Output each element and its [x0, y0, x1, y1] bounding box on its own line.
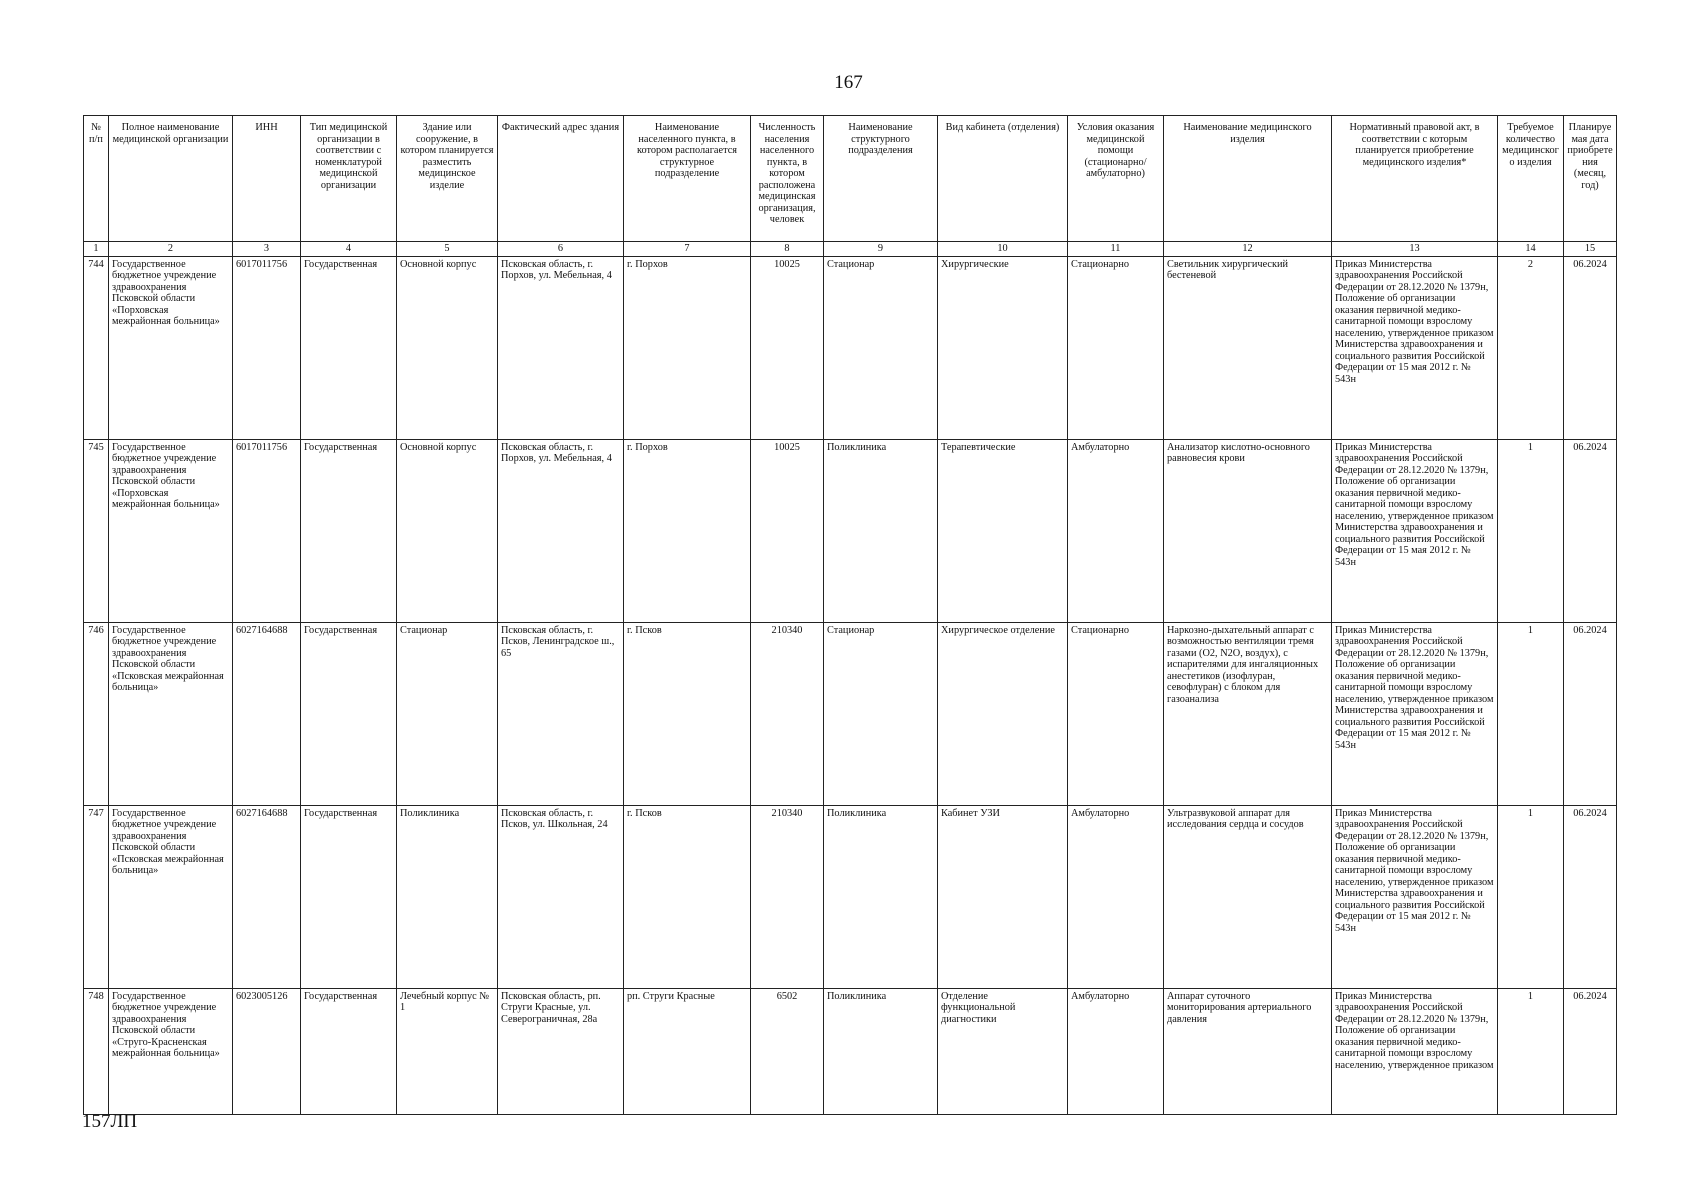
address: Псковская область, г. Порхов, ул. Мебельная, 4 [498, 439, 624, 622]
column-number: 7 [624, 242, 751, 257]
quantity: 1 [1498, 439, 1564, 622]
column-number: 10 [938, 242, 1068, 257]
legal-act: Приказ Министерства здравоохранения Российской Федерации от 28.12.2020 № 1379н, Положение об организации оказания первичной медико-санитарной помощи взрослому населению, утвержденное приказом Министерства здравоохранения и социального развития Российской Федерации от 15 мая 2012 г. № 543н [1332, 622, 1498, 805]
inn: 6017011756 [233, 439, 301, 622]
building: Основной корпус [397, 256, 498, 439]
column-number: 8 [751, 242, 824, 257]
locality: г. Порхов [624, 256, 751, 439]
row-number: 744 [84, 256, 109, 439]
organization-type: Государственная [301, 256, 397, 439]
quantity: 1 [1498, 622, 1564, 805]
building: Лечебный корпус № 1 [397, 988, 498, 1114]
table-header-row [84, 116, 1617, 242]
device-name: Анализатор кислотно-основного равновесия крови [1164, 439, 1332, 622]
planned-date: 06.2024 [1564, 256, 1617, 439]
cabinet-type: Хирургические [938, 256, 1068, 439]
organization-name: Государственное бюджетное учреждение здравоохранения Псковской области «Псковская межрайонная больница» [109, 805, 233, 988]
quantity: 1 [1498, 988, 1564, 1114]
address: Псковская область, г. Псков, ул. Школьная, 24 [498, 805, 624, 988]
planned-date: 06.2024 [1564, 805, 1617, 988]
address: Псковская область, рп. Струги Красные, ул. Северограничная, 28а [498, 988, 624, 1114]
header-cell: Вид кабинета (отделения) [938, 116, 1068, 242]
care-conditions: Стационарно [1068, 256, 1164, 439]
column-number: 5 [397, 242, 498, 257]
population: 10025 [751, 256, 824, 439]
column-number: 15 [1564, 242, 1617, 257]
header-cell: Численность населения населенного пункта, в котором расположена медицинская организация, человек [751, 116, 824, 242]
organization-name: Государственное бюджетное учреждение здравоохранения Псковской области «Струго-Красненская межрайонная больница» [109, 988, 233, 1114]
quantity: 2 [1498, 256, 1564, 439]
table-row [84, 256, 1617, 439]
legal-act: Приказ Министерства здравоохранения Российской Федерации от 28.12.2020 № 1379н, Положение об организации оказания первичной медико-санитарной помощи взрослому населению, утвержденное приказом Министерства здравоохранения и социального развития Российской Федерации от 15 мая 2012 г. № 543н [1332, 805, 1498, 988]
header-cell: Планируемая дата приобретения (месяц, год) [1564, 116, 1617, 242]
row-number: 746 [84, 622, 109, 805]
device-name: Светильник хирургический бестеневой [1164, 256, 1332, 439]
column-number: 4 [301, 242, 397, 257]
structural-unit: Поликлиника [824, 805, 938, 988]
cabinet-type: Кабинет УЗИ [938, 805, 1068, 988]
inn: 6027164688 [233, 622, 301, 805]
header-cell: Наименование медицинского изделия [1164, 116, 1332, 242]
header-cell: Наименование структурного подразделения [824, 116, 938, 242]
legal-act: Приказ Министерства здравоохранения Российской Федерации от 28.12.2020 № 1379н, Положение об организации оказания первичной медико-санитарной помощи взрослому населению, утвержденное приказом Министерства здравоохранения и социального развития Российской Федерации от 15 мая 2012 г. № 543н [1332, 439, 1498, 622]
column-number: 9 [824, 242, 938, 257]
planned-date: 06.2024 [1564, 439, 1617, 622]
header-cell: Тип медицинской организации в соответствии с номенклатурой медицинской организации [301, 116, 397, 242]
header-cell: Полное наименование медицинской организации [109, 116, 233, 242]
building: Стационар [397, 622, 498, 805]
column-number: 11 [1068, 242, 1164, 257]
header-cell: Нормативный правовой акт, в соответствии с которым планируется приобретение медицинского изделия* [1332, 116, 1498, 242]
device-name: Аппарат суточного мониторирования артериального давления [1164, 988, 1332, 1114]
device-name: Наркозно-дыхательный аппарат с возможностью вентиляции тремя газами (O2, N2O, воздух), с испарителями для ингаляционных анестетиков (изофлуран, севофлуран) с блоком для газоанализа [1164, 622, 1332, 805]
page-number: 167 [834, 72, 863, 93]
care-conditions: Амбулаторно [1068, 805, 1164, 988]
equipment-table [83, 115, 1617, 1115]
header-cell: Требуемое количество медицинского изделия [1498, 116, 1564, 242]
population: 6502 [751, 988, 824, 1114]
address: Псковская область, г. Псков, Ленинградское ш., 65 [498, 622, 624, 805]
legal-act: Приказ Министерства здравоохранения Российской Федерации от 28.12.2020 № 1379н, Положение об организации оказания первичной медико-санитарной помощи взрослому населению, утвержденное приказом Министерства здравоохранения и социального развития Российской Федерации от 15 мая 2012 г. № 543н [1332, 256, 1498, 439]
planned-date: 06.2024 [1564, 622, 1617, 805]
header-cell: Здание или сооружение, в котором планируется разместить медицинское изделие [397, 116, 498, 242]
header-cell: Фактический адрес здания [498, 116, 624, 242]
locality: рп. Струги Красные [624, 988, 751, 1114]
cabinet-type: Отделение функциональной диагностики [938, 988, 1068, 1114]
column-number-row [84, 242, 1617, 257]
table-row [84, 622, 1617, 805]
organization-type: Государственная [301, 988, 397, 1114]
table-row [84, 805, 1617, 988]
organization-type: Государственная [301, 622, 397, 805]
organization-type: Государственная [301, 439, 397, 622]
table-row [84, 988, 1617, 1114]
header-cell: Наименование населенного пункта, в котором располагается структурное подразделение [624, 116, 751, 242]
row-number: 745 [84, 439, 109, 622]
locality: г. Псков [624, 622, 751, 805]
organization-name: Государственное бюджетное учреждение здравоохранения Псковской области «Псковская межрайонная больница» [109, 622, 233, 805]
column-number: 2 [109, 242, 233, 257]
column-number: 13 [1332, 242, 1498, 257]
care-conditions: Амбулаторно [1068, 988, 1164, 1114]
organization-name: Государственное бюджетное учреждение здравоохранения Псковской области «Порховская межрайонная больница» [109, 439, 233, 622]
table-row [84, 439, 1617, 622]
population: 210340 [751, 805, 824, 988]
locality: г. Псков [624, 805, 751, 988]
column-number: 12 [1164, 242, 1332, 257]
quantity: 1 [1498, 805, 1564, 988]
cabinet-type: Терапевтические [938, 439, 1068, 622]
column-number: 1 [84, 242, 109, 257]
inn: 6017011756 [233, 256, 301, 439]
organization-name: Государственное бюджетное учреждение здравоохранения Псковской области «Порховская межрайонная больница» [109, 256, 233, 439]
structural-unit: Поликлиника [824, 439, 938, 622]
care-conditions: Амбулаторно [1068, 439, 1164, 622]
row-number: 748 [84, 988, 109, 1114]
locality: г. Порхов [624, 439, 751, 622]
column-number: 6 [498, 242, 624, 257]
structural-unit: Стационар [824, 622, 938, 805]
header-cell: № п/п [84, 116, 109, 242]
header-cell: Условия оказания медицинской помощи (стационарно/ амбулаторно) [1068, 116, 1164, 242]
structural-unit: Поликлиника [824, 988, 938, 1114]
planned-date: 06.2024 [1564, 988, 1617, 1114]
legal-act: Приказ Министерства здравоохранения Российской Федерации от 28.12.2020 № 1379н, Положение об организации оказания первичной медико-санитарной помощи взрослому населению, утвержденное приказом [1332, 988, 1498, 1114]
column-number: 3 [233, 242, 301, 257]
care-conditions: Стационарно [1068, 622, 1164, 805]
structural-unit: Стационар [824, 256, 938, 439]
building: Поликлиника [397, 805, 498, 988]
address: Псковская область, г. Порхов, ул. Мебельная, 4 [498, 256, 624, 439]
inn: 6023005126 [233, 988, 301, 1114]
building: Основной корпус [397, 439, 498, 622]
organization-type: Государственная [301, 805, 397, 988]
population: 210340 [751, 622, 824, 805]
row-number: 747 [84, 805, 109, 988]
inn: 6027164688 [233, 805, 301, 988]
cabinet-type: Хирургическое отделение [938, 622, 1068, 805]
header-cell: ИНН [233, 116, 301, 242]
document-code: 157ЛП [82, 1111, 138, 1132]
device-name: Ультразвуковой аппарат для исследования сердца и сосудов [1164, 805, 1332, 988]
population: 10025 [751, 439, 824, 622]
column-number: 14 [1498, 242, 1564, 257]
